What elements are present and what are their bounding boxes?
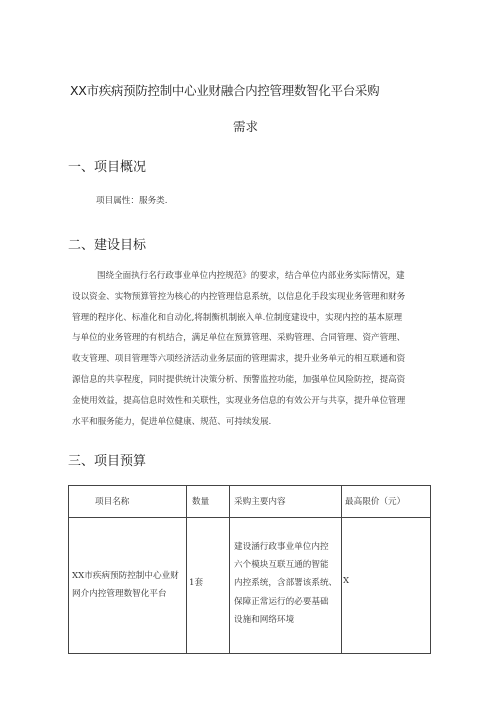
cell-line: 保障正常运行的必要基础 xyxy=(234,596,329,607)
table-cell-content xyxy=(234,538,337,629)
table-header-quantity: 数量 xyxy=(192,497,210,507)
table-row-divider xyxy=(69,517,430,518)
paragraph-line: 与单位的业务管理的有机结合，满足单位在预算管理、采购管理、合同管理、资产管理、 xyxy=(72,333,406,344)
cell-line: 六个模块互联互通的智能 xyxy=(234,560,329,571)
table-header-name: 项目名称 xyxy=(95,497,130,507)
paragraph-line: 源信息的共享程度，同时提供统计决策分析、预警监控功能，加强单位风险防控，提高资 xyxy=(72,374,406,385)
table-column-divider xyxy=(229,486,230,653)
table-column-divider xyxy=(186,486,187,653)
table-header-content: 采购主要内容 xyxy=(234,497,286,507)
section-heading-overview: 一、项目概况 xyxy=(68,160,147,175)
paragraph-line: 管理的程序化、标准化和自动化,将制衡机制嵌入单.位制度建设中，实现内控的基本原理 xyxy=(72,312,403,323)
section-heading-goals: 二、建设目标 xyxy=(68,238,147,253)
table-header-price: 最高限价（元） xyxy=(345,497,406,507)
project-attribute: 项目属性：服务类. xyxy=(96,196,168,206)
cell-line: XX市疾病预防控制中心业财 xyxy=(72,571,179,581)
paragraph-line: 水平和服务能力，促进单位健康、规范、可持续发展. xyxy=(72,416,272,427)
document-title: XX市疾病预防控制中心业财融合内控管理数智化平台采购 xyxy=(70,83,380,98)
paragraph-line: 设以资金、实物预算管控为核心的内控管理信息系统，以信息化手段实现业务管理和财务 xyxy=(72,291,406,302)
cell-line: 网介内控管理数智化平台 xyxy=(72,589,167,600)
paragraph-line: 收支管理、项目管理等六项经济活动业务层面的管理需求，提升业务单元的相互联通和资 xyxy=(72,354,406,365)
goals-paragraph xyxy=(72,266,436,432)
table-cell-price: X xyxy=(343,576,350,586)
section-heading-budget: 三、项目预算 xyxy=(68,454,147,469)
document-title-continued: 需求 xyxy=(233,119,259,134)
cell-line: 内控系统，含部署该系统、 xyxy=(234,578,338,589)
table-cell-project-name xyxy=(72,567,179,603)
cell-line: 设施和网络环境 xyxy=(234,614,295,625)
cell-line: 建设涵行政事业单位内控 xyxy=(234,542,329,552)
paragraph-line: 围绕全面执行名行政事业单位内控规范》的要求，结合单位内部业务实际情况，建 xyxy=(97,271,405,281)
table-cell-quantity: 1套 xyxy=(189,578,204,588)
table-column-divider xyxy=(341,486,342,653)
paragraph-line: 金使用效益，提高信息时效性和关联性，实现业务信息的有效公开与共享，提升单位管理 xyxy=(72,395,406,406)
budget-table xyxy=(68,485,431,654)
